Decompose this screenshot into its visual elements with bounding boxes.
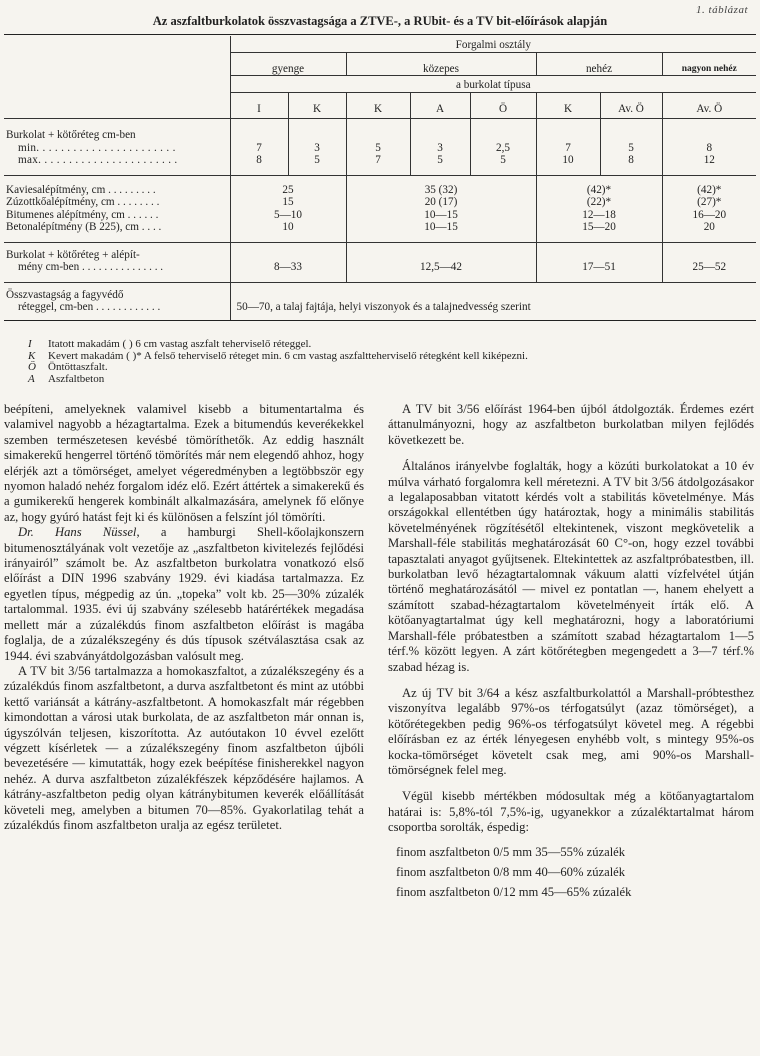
table-cell: 10—15 bbox=[346, 209, 536, 222]
type-header: K bbox=[346, 92, 410, 119]
row-label-base: Betonalépítmény (B 225), cm . . . . bbox=[4, 221, 230, 242]
table-cell: 5 bbox=[288, 154, 346, 175]
table-cell: (42)* bbox=[662, 175, 756, 196]
table-footnotes bbox=[28, 339, 748, 385]
type-header: Av. Ö bbox=[600, 92, 662, 119]
table-cell: 10—15 bbox=[346, 221, 536, 242]
table-cell: 8—33 bbox=[230, 261, 346, 282]
paragraph: Dr. Hans Nüssel, a hamburgi Shell-kőolajkonszern bitumenosztályának volt vezetője az „aszfaltbeton kivitelezés fejlődési irányairól” számolt be. Az aszfaltbeton burkolatra vonatkozó első előírást a DIN 1996 szabvány 1929. évi kiadása tartalmazza. Ez egyetlen típus, mégpedig az ún. „topeka” volt kb. 25—30% zúzalék tartalommal. 1935. évi új szabvány szélesebb határértékek megadása mellett már a zúzalékdús finom aszfaltbeton előírást is magába foglalja, de a zúzalékszegény és dús típusok szétválasztása csak az 1944. évi szabványátdolgozásban valósult meg. bbox=[4, 525, 364, 663]
table-cell: (22)* bbox=[536, 196, 662, 209]
table-cell: 5 bbox=[470, 154, 536, 175]
table-cell: 10 bbox=[230, 221, 346, 242]
row-label-total-thickness: Összvastagság a fagyvédő bbox=[6, 288, 124, 301]
footnote: I Itatott makadám ( ) 6 cm vastag aszfalt teherviselő réteggel. bbox=[28, 338, 312, 350]
type-header: A bbox=[410, 92, 470, 119]
table-cell: 7 bbox=[230, 142, 288, 155]
type-header: I bbox=[230, 92, 288, 119]
class-header-nagyon-nehez: nagyon nehéz bbox=[662, 52, 756, 76]
type-header: K bbox=[288, 92, 346, 119]
table-cell: 20 (17) bbox=[346, 196, 536, 209]
pavement-type-header: a burkolat típusa bbox=[230, 76, 756, 93]
table-cell: 5—10 bbox=[230, 209, 346, 222]
table-cell: 25 bbox=[230, 175, 346, 196]
table-cell: 35 (32) bbox=[346, 175, 536, 196]
author-name: Dr. Hans Nüssel bbox=[18, 525, 137, 540]
table-cell: 16—20 bbox=[662, 209, 756, 222]
table-cell: 10 bbox=[536, 154, 600, 175]
footnote: Ö Öntöttaszfalt. bbox=[28, 361, 108, 374]
table-cell: 12,5—42 bbox=[346, 261, 536, 282]
row-label-min: min. . . . . . . . . . . . . . . . . . . . . . . bbox=[18, 141, 176, 154]
table-cell: 3 bbox=[410, 142, 470, 155]
class-header-gyenge: gyenge bbox=[230, 52, 346, 76]
table-number-label: 1. táblázat bbox=[696, 4, 748, 16]
paragraph: Általános irányelvbe foglalták, hogy a közúti burkolatokat a 10 év múlva várható forgalomra kell méretezni. A TV bit 3/56 átdolgozásakor a legalaposabban vitatott kérdés volt a stabilitás követelménye. Más országokkal ellentétben úgy határoztak, hogy a minimális stabilitás követelményének rögzítésétől eltekintenek, viszont megkövetelik a Marshall-féle stabilitás meghatározását 60 C°-on, hogy ezzel további tapasztalati anyagot gyűjtsenek. Eltekintettek az aszfaltpróbatestben, ill. burkolatban levő hézagtartalomnak vákuum alatti vízfelvétel útján történő meghatározásától — mivel ez pontatlan —, hanem ehelyett a számított szabad-hézagtartalom követelményeit írták elő. A kötőanyagtartalmat úgy kell meghatározni, hogy a laboratóriumi Marshall-féle próbatestben a számított szabad hézagtartalom 1—5 térf.% között legyen. A zárt kötőrétegben megengedett a 3—7 térf.% szabad hézag is. bbox=[388, 459, 754, 674]
footnote: A Aszfaltbeton bbox=[28, 372, 105, 385]
table-cell: (27)* bbox=[662, 196, 756, 209]
table-cell: 25—52 bbox=[662, 261, 756, 282]
table-cell: 17—51 bbox=[536, 261, 662, 282]
row-label-base: Bitumenes alépítmény, cm . . . . . . bbox=[6, 208, 159, 221]
paragraph: Végül kisebb mértékben módosultak még a kötőanyagtartalom határai is: 5,8%-tól 7,5%-ig, ugyanekkor a zúzaléktartalmat három csoportba sorolták, éspedig: bbox=[388, 789, 754, 835]
paragraph: A TV bit 3/56 előírást 1964-ben újból átdolgozták. Érdemes ezért áttanulmányozni, hogy az aszfaltbeton burkolatban milyen fejlődés következett be. bbox=[388, 402, 754, 447]
row-label-base: Zúzottkőalépítmény, cm . . . . . . . . bbox=[6, 196, 160, 208]
table-cell: 8 bbox=[662, 142, 756, 155]
list-item: finom aszfaltbeton 0/5 mm 35—55% zúzalék bbox=[396, 844, 626, 859]
table-top-rule bbox=[4, 34, 756, 35]
table-cell: 5 bbox=[600, 142, 662, 155]
table-cell: 8 bbox=[600, 154, 662, 175]
row-label-layer: Burkolat + kötőréteg cm-ben bbox=[6, 129, 136, 141]
row-label-max: max. . . . . . . . . . . . . . . . . . . . . . . bbox=[4, 154, 230, 175]
table-cell: 12 bbox=[662, 154, 756, 175]
table-cell: 8 bbox=[230, 154, 288, 175]
class-header-nehez: nehéz bbox=[536, 52, 662, 76]
list-item: finom aszfaltbeton 0/12 mm 45—65% zúzalék bbox=[396, 884, 632, 899]
left-text-column bbox=[4, 402, 364, 833]
table-cell: (42)* bbox=[536, 175, 662, 196]
row-label-total-layers-cont: mény cm-ben . . . . . . . . . . . . . . . bbox=[4, 261, 230, 282]
table-cell: 3 bbox=[288, 142, 346, 155]
paragraph: Az új TV bit 3/64 a kész aszfaltburkolattól a Marshall-próbtesthez viszonyítva legalább 97%-os térfogatsúlyt (azaz tömörséget), a kötőrétegekben pedig 96%-os térfogatsúlyt követel meg. A régebbi előírásban ez az érték lényegesen enyhébb volt, s mintegy 95%-os kocka-tömörséget követelt csak meg, ami 90%-os Marshall-tömörségnek felel meg. bbox=[388, 685, 754, 777]
table-cell: 5 bbox=[410, 154, 470, 175]
aggregate-list bbox=[388, 842, 754, 902]
list-item: finom aszfaltbeton 0/8 mm 40—60% zúzalék bbox=[396, 864, 626, 879]
table-title: Az aszfaltburkolatok összvastagsága a ZTVE-, a RUbit- és a TV bit-előírások alapján bbox=[152, 14, 608, 28]
table-cell: 15 bbox=[230, 196, 346, 209]
traffic-class-header: Forgalmi osztály bbox=[230, 36, 756, 52]
row-label-base: Kaviesalépítmény, cm . . . . . . . . . bbox=[6, 183, 156, 196]
thickness-table bbox=[4, 36, 756, 321]
type-header: Av. Ö bbox=[662, 92, 756, 119]
paragraph: beépíteni, amelyeknek valamivel kisebb a bitumentartalma és valamivel nagyobb a hézagtartalma. Ezek a bitumendús keverékekkel szemben természetesen kevésbé tömöríthetők. Az eddig használt simakerekű hengerrel történő tömörítés már nem elegendő ahhoz, hogy elérjék azt a tömörséget, amelyet végeredményben a legtöbbször egy nyomon haladó nehéz forgalom idéz elő. Ezért áttértek a simakerekű és a gumikerekű hengerek kombinált alkalmazására, amelynek fő előnye az, hogy gyúró hatást fejt ki és különösen a felszínt jól tömöríti. bbox=[4, 402, 364, 524]
type-header: K bbox=[536, 92, 600, 119]
table-cell: 15—20 bbox=[536, 221, 662, 242]
paragraph: A TV bit 3/56 tartalmazza a homokaszfaltot, a zúzalékszegény és a zúzalékdús finom aszfaltbetont, a durva aszfaltbetont és mint az utóbbi kettő variánsát a kátrány-aszfaltbetont. A homokaszfalt már régebben kimondottan a városi utak burkolata, de az aszfaltbeton már onnan is, úgyszólván teljesen, kiszorította. Az autóutakon 10 évvel ezelőtt végzett kísérletek — a zúzalékszegény finom aszfaltbeton újbóli bevezetésére — kimutatták, hogy ezek beépítése finisherekkel nagyon nehéz. A durva aszfaltbeton zúzalékfészek képződésére hajlamos. A kátrány-aszfaltbeton pedig olyan kátránybitumen keverék előállítását követeli meg, amelyben a bitumen 70—85%. Gyakorlatilag tehát a zúzalékdús finom aszfaltbeton uralja az egész területet. bbox=[4, 663, 364, 832]
table-cell: 7 bbox=[346, 154, 410, 175]
table-cell: 7 bbox=[536, 142, 600, 155]
table-cell: 20 bbox=[662, 221, 756, 242]
right-text-column bbox=[388, 402, 754, 902]
class-header-kozepes: közepes bbox=[346, 52, 536, 76]
row-label-total-thickness-cont: réteggel, cm-ben . . . . . . . . . . . . bbox=[4, 301, 230, 320]
type-header: Ö bbox=[470, 92, 536, 119]
table-cell: 2,5 bbox=[470, 142, 536, 155]
table-cell: 12—18 bbox=[536, 209, 662, 222]
table-cell: 5 bbox=[346, 142, 410, 155]
total-thickness-value: 50—70, a talaj fajtája, helyi viszonyok és a talajnedvesség szerint bbox=[230, 301, 756, 320]
row-label-total-layers: Burkolat + kötőréteg + alépít- bbox=[6, 248, 140, 261]
footnote: K Kevert makadám ( )* A felső teherviselő réteget min. 6 cm vastag aszfaltteherviselő rétegként kell kiképezni. bbox=[28, 349, 528, 362]
